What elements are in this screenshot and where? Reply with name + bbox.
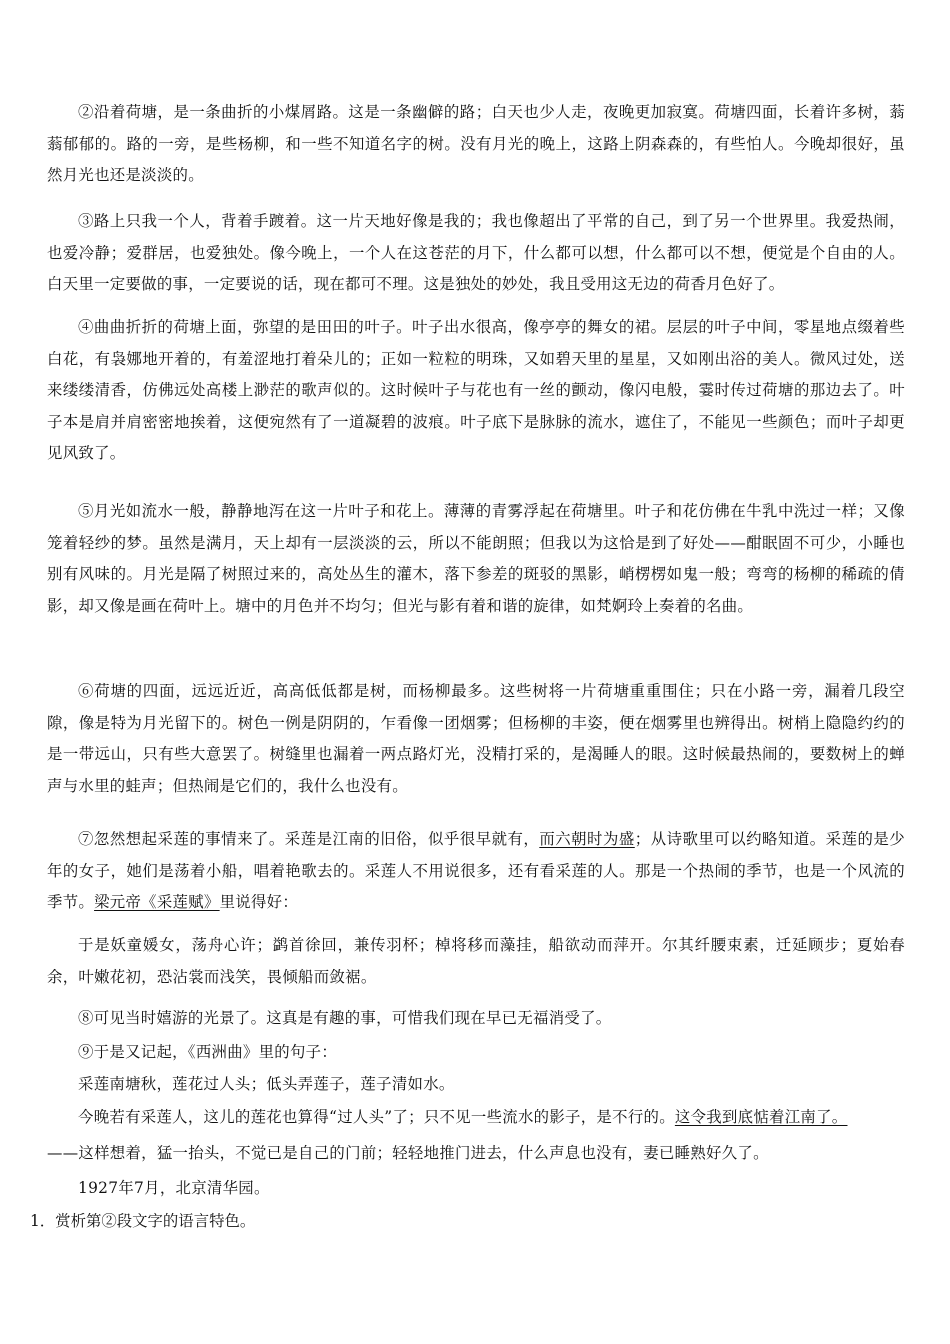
paragraph-10-text: 今晚若有采莲人，这儿的莲花也算得“过人头”了；只不见一些流水的影子，是不行的。 bbox=[78, 1108, 675, 1126]
paragraph-4: ④曲曲折折的荷塘上面，弥望的是田田的叶子。叶子出水很高，像亭亭的舞女的裙。层层的叶子中间，零星地点缀着些白花，有袅娜地开着的，有羞涩地打着朵儿的；正如一粒粒的明珠，又如碧天里的星星，又如刚出浴的美人。微风过处，送来缕缕清香，仿佛远处高楼上渺茫的歌声似的。这时候叶子与花也有一丝的颤动，像闪电般，霎时传过荷塘的那边去了。叶子本是肩并肩密密地挨着，这便宛然有了一道凝碧的波痕。叶子底下是脉脉的流水，遮住了，不能见一些颜色；而叶子却更见风致了。 bbox=[47, 318, 905, 462]
paragraph-8: ⑧可见当时嬉游的光景了。这真是有趣的事，可惜我们现在早已无福消受了。 bbox=[78, 1009, 612, 1027]
paragraph-7-text-c: 里说得好： bbox=[219, 893, 299, 911]
underlined-jiangnan-sentence: 这令我到底惦着江南了。 bbox=[674, 1108, 848, 1126]
paragraph-7-text-a: ⑦忽然想起采莲的事情来了。采莲是江南的旧俗，似乎很早就有， bbox=[78, 830, 540, 848]
paragraph-7 bbox=[47, 824, 905, 919]
quote-xizhou-qu: 采莲南塘秋，莲花过人头；低头弄莲子，莲子清如水。 bbox=[78, 1075, 455, 1093]
paragraph-6: ⑥荷塘的四面，远远近近，高高低低都是树，而杨柳最多。这些树将一片荷塘重重围住；只在小路一旁，漏着几段空隙，像是特为月光留下的。树色一例是阴阴的，乍看像一团烟雾；但杨柳的丰姿，便在烟雾里也辨得出。树梢上隐隐约约的是一带远山，只有些大意罢了。树缝里也漏着一两点路灯光，没精打采的，是渴睡人的眼。这时候最热闹的，要数树上的蝉声与水里的蛙声；但热闹是它们的，我什么也没有。 bbox=[47, 682, 905, 795]
underlined-cailian-fu: 梁元帝《采莲赋》 bbox=[94, 893, 220, 911]
paragraph-2: ②沿着荷塘，是一条曲折的小煤屑路。这是一条幽僻的路；白天也少人走，夜晚更加寂寞。荷塘四面，长着许多树，蓊蓊郁郁的。路的一旁，是些杨柳，和一些不知道名字的树。没有月光的晚上，这路上阴森森的，有些怕人。今晚却很好，虽然月光也还是淡淡的。 bbox=[47, 103, 905, 184]
paragraph-3: ③路上只我一个人，背着手踱着。这一片天地好像是我的；我也像超出了平常的自己，到了另一个世界里。我爱热闹，也爱冷静；爱群居，也爱独处。像今晚上，一个人在这苍茫的月下，什么都可以想，什么都可以不想，便觉是个自由的人。白天里一定要做的事，一定要说的话，现在都可不理。这是独处的妙处，我且受用这无边的荷香月色好了。 bbox=[47, 212, 905, 293]
quote-cailian-fu: 于是妖童媛女，荡舟心许；鹢首徐回，兼传羽杯；棹将移而藻挂，船欲动而萍开。尔其纤腰束素，迁延顾步；夏始春余，叶嫩花初，恐沾裳而浅笑，畏倾船而敛裾。 bbox=[47, 936, 905, 986]
paragraph-10 bbox=[47, 1102, 905, 1134]
paragraph-9: ⑨于是又记起，《西洲曲》里的句子： bbox=[78, 1043, 338, 1061]
date-line: 1927年7月，北京清华园。 bbox=[78, 1179, 270, 1197]
paragraph-11: ——这样想着，猛一抬头，不觉已是自己的门前；轻轻地推门进去，什么声息也没有，妻已睡熟好久了。 bbox=[47, 1144, 769, 1162]
paragraph-5: ⑤月光如流水一般，静静地泻在这一片叶子和花上。薄薄的青雾浮起在荷塘里。叶子和花仿佛在牛乳中洗过一样；又像笼着轻纱的梦。虽然是满月，天上却有一层淡淡的云，所以不能朗照；但我以为这恰是到了好处——酣眠固不可少，小睡也别有风味的。月光是隔了树照过来的，高处丛生的灌木，落下参差的斑驳的黑影，峭楞楞如鬼一般；弯弯的杨柳的稀疏的倩影，却又像是画在荷叶上。塘中的月色并不均匀；但光与影有着和谐的旋律，如梵婀玲上奏着的名曲。 bbox=[47, 502, 905, 615]
paragraph-7-text-b: ；从诗歌里可以约略知道。采莲的是少年的女子，她们是荡着小船，唱着艳歌去的。采莲人不用说很多，还有看采莲的人。那是一个热闹的季节，也是一个风流的季节。 bbox=[47, 830, 905, 911]
question-1: 1．赏析第②段文字的语言特色。 bbox=[30, 1212, 256, 1230]
underlined-liuchao: 而六朝时为盛 bbox=[539, 830, 635, 848]
